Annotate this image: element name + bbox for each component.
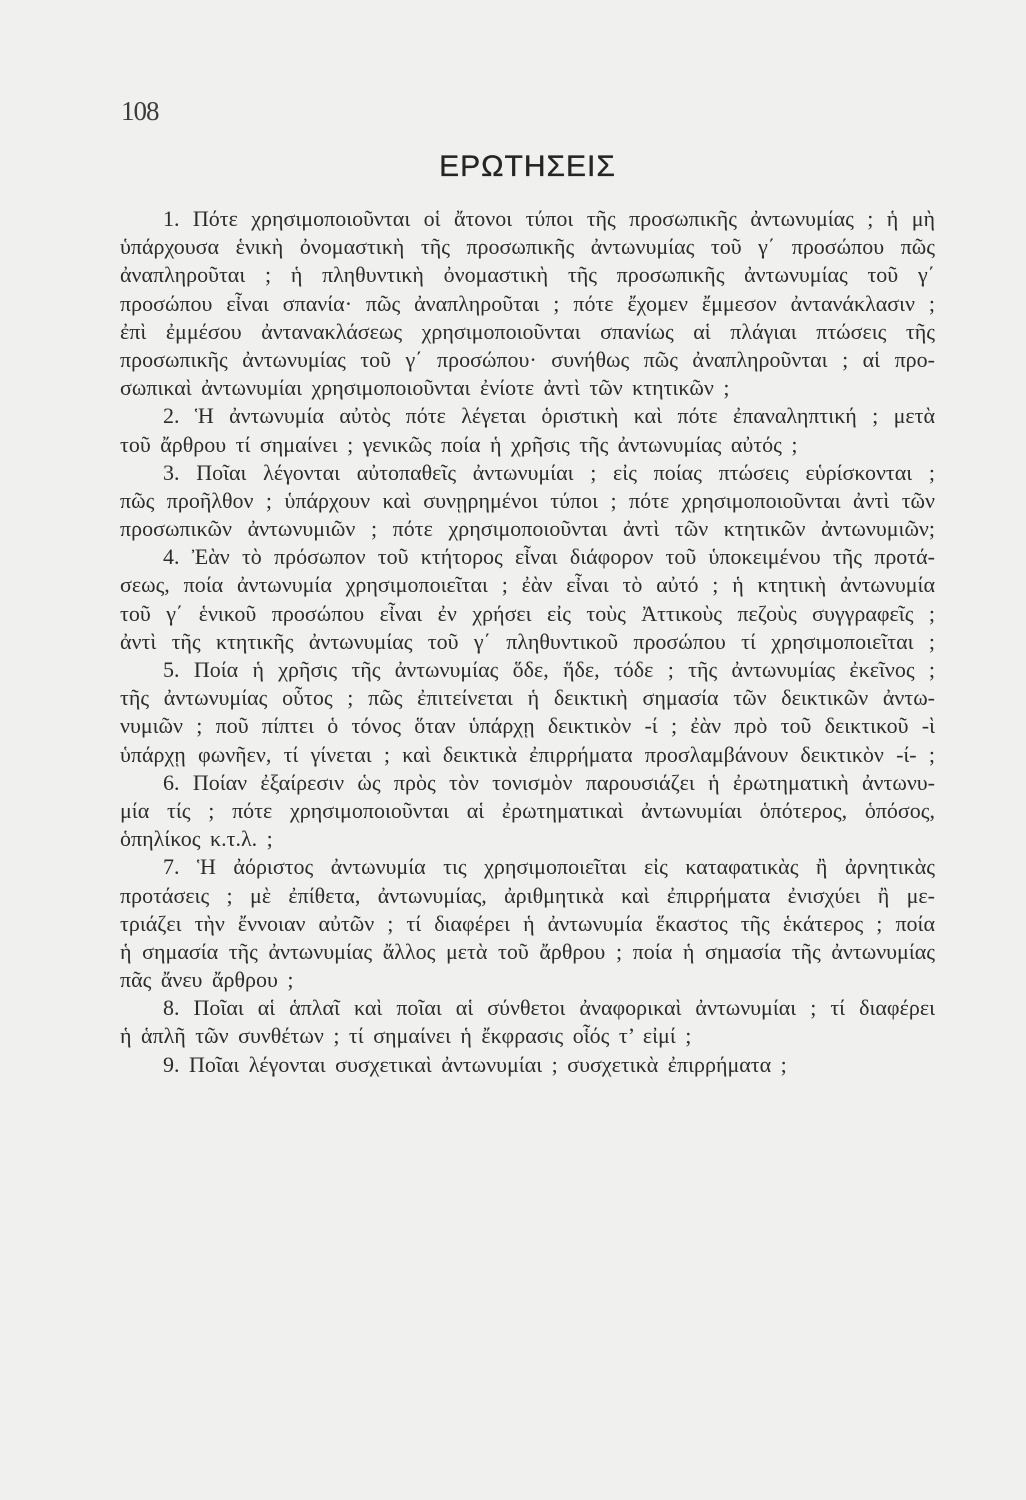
question-line: ἀναπληροῦται ; ἡ πληθυντικὴ ὀνομαστικὴ τῆς προσωπικῆς ἀντωνυμίας τοῦ γ΄: [120, 262, 935, 288]
question-line: ὑπάρχῃ φωνῆεν, τί γίνεται ; καὶ δεικτικὰ ἐπιρρήματα προσλαμβάνουν δεικτικὸν -ί- ;: [120, 741, 935, 767]
question-number: 1.: [162, 206, 180, 231]
question-item-3: [120, 459, 935, 544]
question-line: τῆς ἀντωνυμίας οὗτος ; πῶς ἐπιτείνεται ἡ δεικτικὴ σημασία τῶν δεικτικῶν ἀντω-: [120, 685, 935, 711]
question-line: πῶς προῆλθον ; ὑπάρχουν καὶ συνῃρημένοι τύποι ; πότε χρησιμοποιοῦνται ἀντὶ τῶν: [120, 487, 935, 513]
question-line: πᾶς ἄνευ ἄρθρου ;: [120, 967, 294, 993]
question-line: προσώπου εἶναι σπανία· πῶς ἀναπληροῦται ; πότε ἔχομεν ἔμμεσον ἀντανάκλασιν ;: [120, 290, 935, 316]
question-number: 9.: [163, 1051, 180, 1077]
question-line: [120, 994, 935, 1022]
question-item-7: [120, 853, 935, 994]
question-line: [120, 853, 935, 881]
question-number: 4.: [163, 544, 180, 570]
page-title: ΕΡΩΤΗΣΕΙΣ: [439, 150, 616, 183]
question-line: ὁπηλίκος κ.τ.λ. ;: [120, 826, 273, 852]
question-line: ἡ ἁπλῆ τῶν συνθέτων ; τί σημαίνει ἡ ἔκφρασις οἷός τ’ εἰμί ;: [120, 1023, 692, 1049]
question-text: Ποίαν ἐξαίρεσιν ὡς πρὸς τὸν τονισμὸν παρουσιάζει ἡ ἐρωτηματικὴ ἀντωνυ-: [192, 769, 935, 795]
question-text: Ποῖαι αἱ ἁπλαῖ καὶ ποῖαι αἱ σύνθετοι ἀναφορικαὶ ἀντωνυμίαι ; τί διαφέρει: [193, 995, 935, 1021]
question-line: τριάζει τὴν ἔννοιαν αὐτῶν ; τί διαφέρει ἡ ἀντωνυμία ἕκαστος τῆς ἑκάτερος ; ποία: [120, 910, 935, 936]
question-number: 6.: [163, 769, 180, 795]
question-line: [120, 402, 935, 430]
page-number: 108: [121, 96, 159, 126]
question-item-5: [120, 656, 935, 769]
question-line: σωπικαὶ ἀντωνυμίαι χρησιμοποιοῦνται ἐνίοτε ἀντὶ τῶν κτητικῶν ;: [120, 375, 730, 401]
question-line: [120, 769, 935, 797]
question-line: ἀντὶ τῆς κτητικῆς ἀντωνυμίας τοῦ γ΄ πληθυντικοῦ προσώπου τί χρησιμοποιεῖται ;: [120, 628, 935, 654]
question-line: [120, 1051, 787, 1079]
question-text: Πότε χρησιμοποιοῦνται οἱ ἄτονοι τύποι τῆς προσωπικῆς ἀντωνυμίας ; ἡ μὴ: [192, 206, 935, 231]
questions-list: [120, 205, 935, 1079]
question-line: προτάσεις ; μὲ ἐπίθετα, ἀντωνυμίας, ἀριθμητικὰ καὶ ἐπιρρήματα ἐνισχύει ἢ με-: [120, 882, 935, 908]
question-text: Ἡ ἀντωνυμία αὐτὸς πότε λέγεται ὁριστικὴ καὶ πότε ἐπαναληπτική ; μετὰ: [194, 403, 935, 429]
question-text: Ἐὰν τὸ πρόσωπον τοῦ κτήτορος εἶναι διάφορον τοῦ ὑποκειμένου τῆς προτά-: [191, 544, 935, 570]
question-item-8: [120, 994, 935, 1050]
question-text: Ποῖαι λέγονται αὐτοπαθεῖς ἀντωνυμίαι ; εἰς ποίας πτώσεις εὑρίσκονται ;: [196, 459, 935, 485]
question-line: ἐπὶ ἐμμέσου ἀντανακλάσεως χρησιμοποιοῦνται σπανίως αἱ πλάγιαι πτώσεις τῆς: [120, 318, 935, 344]
question-line: ἡ σημασία τῆς ἀντωνυμίας ἄλλος μετὰ τοῦ ἄρθρου ; ποία ἡ σημασία τῆς ἀντωνυμίας: [120, 938, 935, 964]
question-number: 7.: [162, 854, 180, 880]
question-text: Ποῖαι λέγονται συσχετικαὶ ἀντωνυμίαι ; συσχετικὰ ἐπιρρήματα ;: [189, 1051, 787, 1077]
question-item-9: [120, 1051, 935, 1079]
question-item-1: [120, 205, 935, 402]
question-line: προσωπικῶν ἀντωνυμιῶν ; πότε χρησιμοποιοῦνται ἀντὶ τῶν κτητικῶν ἀντωνυμιῶν;: [120, 516, 935, 542]
question-line: σεως, ποία ἀντωνυμία χρησιμοποιεῖται ; ἐὰν εἶναι τὸ αὐτό ; ἡ κτητικὴ ἀντωνυμία: [120, 572, 935, 598]
question-item-4: [120, 543, 935, 656]
question-number: 5.: [162, 657, 180, 682]
question-number: 2.: [163, 403, 180, 429]
question-text: Ποία ἡ χρῆσις τῆς ἀντωνυμίας ὅδε, ἥδε, τόδε ; τῆς ἀντωνυμίας ἐκεῖνος ;: [193, 657, 935, 682]
question-line: τοῦ ἄρθρου τί σημαίνει ; γενικῶς ποία ἡ χρῆσις τῆς ἀντωνυμίας αὐτός ;: [120, 431, 798, 457]
question-number: 3.: [162, 459, 180, 485]
question-line: προσωπικῆς ἀντωνυμίας τοῦ γ΄ προσώπου· συνήθως πῶς ἀναπληροῦνται ; αἱ προ-: [120, 346, 935, 372]
question-line: [120, 543, 935, 571]
question-item-6: [120, 769, 935, 854]
question-item-2: [120, 402, 935, 458]
question-line: [120, 656, 935, 684]
question-line: μία τίς ; πότε χρησιμοποιοῦνται αἱ ἐρωτηματικαὶ ἀντωνυμίαι ὁπότερος, ὁπόσος,: [120, 797, 935, 823]
question-number: 8.: [162, 995, 180, 1021]
question-text: Ἡ ἀόριστος ἀντωνυμία τις χρησιμοποιεῖται εἰς καταφατικὰς ἢ ἀρνητικὰς: [197, 854, 935, 880]
question-line: νυμιῶν ; ποῦ πίπτει ὁ τόνος ὅταν ὑπάρχῃ δεικτικὸν -ί ; ἐὰν πρὸ τοῦ δεικτικοῦ -ὶ: [120, 713, 935, 739]
question-line: ὑπάρχουσα ἑνικὴ ὀνομαστικὴ τῆς προσωπικῆς ἀντωνυμίας τοῦ γ΄ προσώπου πῶς: [120, 234, 935, 260]
question-line: τοῦ γ΄ ἑνικοῦ προσώπου εἶναι ἐν χρήσει εἰς τοὺς Ἀττικοὺς πεζοὺς συγγραφεῖς ;: [120, 600, 935, 626]
question-line: [120, 205, 935, 233]
question-line: [120, 459, 935, 487]
